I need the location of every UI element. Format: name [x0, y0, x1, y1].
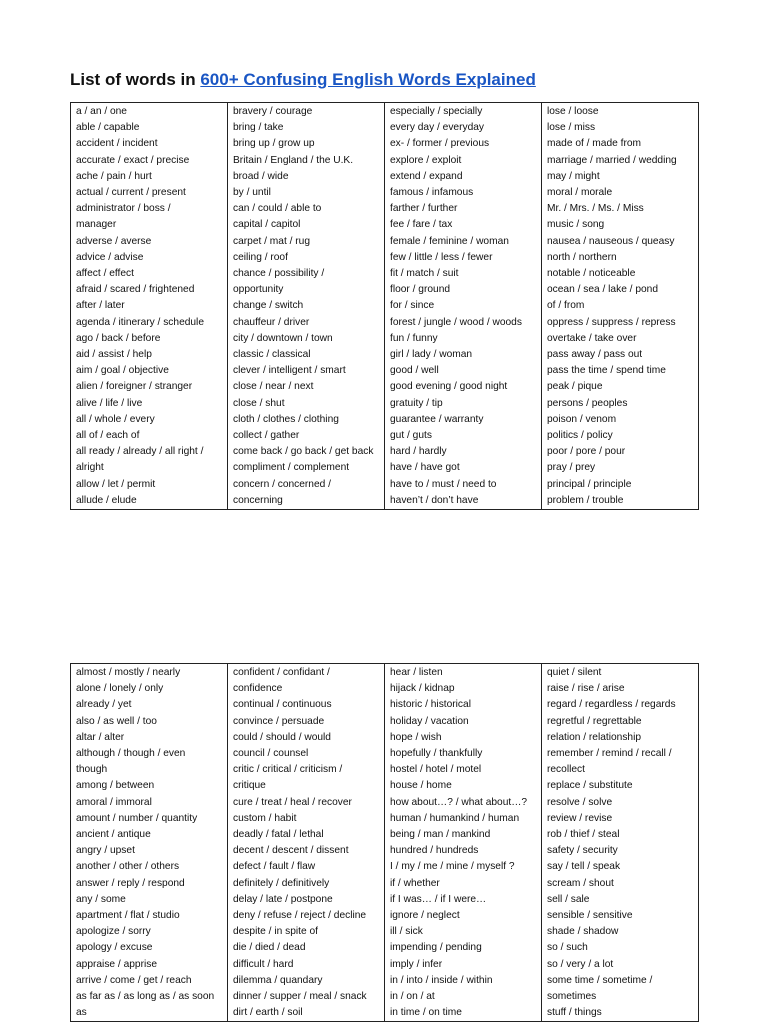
table-cell: continual / continuous — [233, 699, 332, 711]
table-cell: die / died / dead — [233, 942, 306, 954]
table-cell: human / humankind / human — [390, 812, 520, 824]
table-cell: cloth / clothes / clothing — [233, 413, 339, 425]
table-cell: ex- / former / previous — [390, 138, 490, 150]
table-cell: so / very / a lot — [547, 958, 614, 970]
table-cell: have to / must / need to — [390, 478, 497, 490]
table-cell: girl / lady / woman — [390, 349, 473, 361]
table-cell: gratuity / tip — [390, 397, 443, 409]
table-cell: though — [76, 764, 108, 776]
table-cell: convince / persuade — [233, 715, 325, 727]
table-column — [385, 664, 542, 1021]
table-cell: lose / loose — [547, 106, 599, 117]
table-cell: principal / principle — [547, 478, 632, 490]
table-cell: alone / lonely / only — [76, 683, 164, 695]
table-cell: accurate / exact / precise — [76, 154, 190, 166]
table-cell: decent / descent / dissent — [233, 845, 349, 857]
table-cell: fun / funny — [390, 332, 438, 344]
table-cell: advice / advise — [76, 251, 144, 263]
table-cell: persons / peoples — [547, 397, 628, 409]
table-cell: Britain / England / the U.K. — [233, 154, 354, 166]
title-prefix: List of words in — [70, 70, 201, 89]
table-cell: Mr. / Mrs. / Ms. / Miss — [547, 203, 644, 215]
table-cell: although / though / even — [76, 748, 186, 760]
table-cell: sometimes — [547, 991, 597, 1003]
table-cell: city / downtown / town — [233, 332, 333, 344]
table-cell: custom / habit — [233, 812, 297, 824]
table-cell: notable / noticeable — [547, 268, 636, 280]
table-column — [71, 103, 228, 509]
table-cell: despite / in spite of — [233, 926, 318, 938]
table-cell: can / could / able to — [233, 203, 322, 215]
table-cell: scream / shout — [547, 877, 614, 889]
table-cell: good / well — [390, 365, 439, 377]
table-cell: definitely / definitively — [233, 877, 330, 889]
table-cell: difficult / hard — [233, 958, 294, 970]
table-cell: have / have got — [390, 462, 460, 474]
table-cell: ago / back / before — [76, 332, 161, 344]
table-cell: replace / substitute — [547, 780, 633, 792]
table-cell: rob / thief / steal — [547, 829, 620, 841]
table-cell: famous / infamous — [390, 187, 474, 199]
table-cell: poison / venom — [547, 413, 617, 425]
table-cell: alright — [76, 462, 104, 474]
table-cell: floor / ground — [390, 284, 451, 296]
table-cell: hostel / hotel / motel — [390, 764, 482, 776]
table-cell: peak / pique — [547, 381, 603, 393]
table-cell: historic / historical — [390, 699, 471, 711]
table-cell: could / should / would — [233, 731, 331, 743]
table-cell: confident / confidant / — [233, 667, 330, 678]
table-cell: apartment / flat / studio — [76, 910, 180, 922]
table-cell: deadly / fatal / lethal — [233, 829, 324, 841]
table-cell: alive / life / live — [76, 397, 143, 409]
table-cell: problem / trouble — [547, 494, 624, 506]
table-cell: accident / incident — [76, 138, 158, 150]
table-cell: may / might — [547, 170, 600, 182]
table-cell: explore / exploit — [390, 154, 462, 166]
table-cell: remember / remind / recall / — [547, 748, 672, 760]
table-cell: a / an / one — [76, 106, 127, 117]
table-column — [542, 664, 700, 1021]
table-cell: angry / upset — [76, 845, 135, 857]
table-cell: afraid / scared / frightened — [76, 284, 195, 296]
table-cell: allow / let / permit — [76, 478, 156, 490]
table-cell: compliment / complement — [233, 462, 350, 474]
table-cell: answer / reply / respond — [76, 877, 185, 889]
table-cell: altar / alter — [76, 731, 125, 743]
table-cell: cure / treat / heal / recover — [233, 796, 352, 808]
table-cell: few / little / less / fewer — [390, 251, 493, 263]
table-cell: I / my / me / mine / myself ? — [390, 861, 515, 873]
table-column — [71, 664, 228, 1021]
table-cell: in time / on time — [390, 1007, 462, 1019]
table-cell: appraise / apprise — [76, 958, 157, 970]
table-cell: pray / prey — [547, 462, 596, 474]
table-cell: being / man / mankind — [390, 829, 491, 841]
table-cell: among / between — [76, 780, 155, 792]
table-cell: actual / current / present — [76, 187, 186, 199]
table-cell: delay / late / postpone — [233, 893, 333, 905]
table-cell: holiday / vacation — [390, 715, 469, 727]
table-cell: sensible / sensitive — [547, 910, 633, 922]
table-cell: affect / effect — [76, 268, 134, 280]
table-cell: female / feminine / woman — [390, 235, 509, 247]
table-cell: moral / morale — [547, 187, 613, 199]
table-cell: change / switch — [233, 300, 304, 312]
table-cell: administrator / boss / — [76, 203, 171, 215]
table-cell: close / shut — [233, 397, 285, 409]
table-cell: pass the time / spend time — [547, 365, 666, 377]
table-cell: extend / expand — [390, 170, 463, 182]
table-cell: review / revise — [547, 812, 613, 824]
table-cell: good evening / good night — [390, 381, 508, 393]
table-column — [228, 103, 385, 509]
table-cell: farther / further — [390, 203, 458, 215]
table-cell: north / northern — [547, 251, 617, 263]
table-cell: bravery / courage — [233, 106, 313, 117]
table-cell: ignore / neglect — [390, 910, 460, 922]
table-cell: politics / policy — [547, 430, 613, 442]
table-cell: every day / everyday — [390, 122, 484, 134]
table-cell: able / capable — [76, 122, 140, 134]
table-cell: dilemma / quandary — [233, 974, 323, 986]
table-cell: aid / assist / help — [76, 349, 152, 361]
table-cell: already / yet — [76, 699, 132, 711]
table-cell: ancient / antique — [76, 829, 151, 841]
table-cell: made of / made from — [547, 138, 641, 150]
table-cell: concerning — [233, 494, 283, 506]
table-cell: come back / go back / get back — [233, 446, 374, 458]
word-table-2 — [70, 663, 699, 1022]
table-column — [385, 103, 542, 509]
title-link[interactable]: 600+ Confusing English Words Explained — [200, 70, 536, 89]
table-cell: bring / take — [233, 122, 284, 134]
word-table-1 — [70, 102, 699, 510]
table-cell: how about…? / what about…? — [390, 796, 528, 808]
table-cell: hundred / hundreds — [390, 845, 479, 857]
table-cell: council / counsel — [233, 748, 309, 760]
table-cell: chauffeur / driver — [233, 316, 310, 328]
table-cell: confidence — [233, 683, 283, 695]
table-column — [228, 664, 385, 1021]
table-cell: by / until — [233, 187, 271, 199]
table-cell: all ready / already / all right / — [76, 446, 204, 458]
table-cell: amount / number / quantity — [76, 812, 198, 824]
table-cell: ache / pain / hurt — [76, 170, 152, 182]
table-cell: raise / rise / arise — [547, 683, 625, 695]
table-cell: deny / refuse / reject / decline — [233, 910, 367, 922]
table-cell: forest / jungle / wood / woods — [390, 316, 522, 328]
table-cell: hear / listen — [390, 667, 443, 678]
table-cell: agenda / itinerary / schedule — [76, 316, 204, 328]
table-cell: dinner / supper / meal / snack — [233, 991, 367, 1003]
table-cell: some time / sometime / — [547, 974, 653, 986]
table-cell: haven’t / don’t have — [390, 494, 479, 506]
table-cell: impending / pending — [390, 942, 482, 954]
table-cell: amoral / immoral — [76, 796, 152, 808]
table-cell: manager — [76, 219, 117, 231]
table-cell: alien / foreigner / stranger — [76, 381, 193, 393]
table-cell: after / later — [76, 300, 125, 312]
table-cell: fee / fare / tax — [390, 219, 453, 231]
table-cell: quiet / silent — [547, 667, 602, 678]
table-cell: of / from — [547, 300, 585, 312]
page-title — [70, 70, 536, 90]
table-cell: collect / gather — [233, 430, 300, 442]
table-column — [542, 103, 700, 509]
table-cell: classic / classical — [233, 349, 311, 361]
table-cell: in / on / at — [390, 991, 435, 1003]
table-cell: also / as well / too — [76, 715, 157, 727]
table-cell: apologize / sorry — [76, 926, 151, 938]
table-cell: clever / intelligent / smart — [233, 365, 346, 377]
table-cell: nausea / nauseous / queasy — [547, 235, 675, 247]
table-cell: house / home — [390, 780, 452, 792]
table-cell: hope / wish — [390, 731, 442, 743]
table-cell: opportunity — [233, 284, 284, 296]
table-cell: broad / wide — [233, 170, 289, 182]
table-cell: if / whether — [390, 877, 440, 889]
table-cell: overtake / take over — [547, 332, 637, 344]
table-cell: as — [76, 1007, 87, 1019]
table-cell: regard / regardless / regards — [547, 699, 676, 711]
table-cell: in / into / inside / within — [390, 974, 493, 986]
table-cell: pass away / pass out — [547, 349, 643, 361]
table-cell: critic / critical / criticism / — [233, 764, 343, 776]
table-cell: relation / relationship — [547, 731, 642, 743]
table-cell: aim / goal / objective — [76, 365, 169, 377]
table-cell: any / some — [76, 893, 126, 905]
table-cell: oppress / suppress / repress — [547, 316, 676, 328]
table-cell: bring up / grow up — [233, 138, 315, 150]
table-cell: for / since — [390, 300, 435, 312]
table-cell: apology / excuse — [76, 942, 153, 954]
table-cell: lose / miss — [547, 122, 596, 134]
table-cell: arrive / come / get / reach — [76, 974, 192, 986]
table-cell: say / tell / speak — [547, 861, 621, 873]
table-cell: carpet / mat / rug — [233, 235, 311, 247]
table-cell: guarantee / warranty — [390, 413, 484, 425]
table-cell: gut / guts — [390, 430, 432, 442]
table-cell: capital / capitol — [233, 219, 301, 231]
table-cell: music / song — [547, 219, 605, 231]
table-cell: chance / possibility / — [233, 268, 325, 280]
table-cell: allude / elude — [76, 494, 137, 506]
table-cell: recollect — [547, 764, 585, 776]
table-cell: ill / sick — [390, 926, 423, 938]
table-cell: fit / match / suit — [390, 268, 459, 280]
table-cell: regretful / regrettable — [547, 715, 642, 727]
table-cell: resolve / solve — [547, 796, 613, 808]
table-cell: if I was… / if I were… — [390, 893, 487, 905]
table-cell: as far as / as long as / as soon — [76, 991, 215, 1003]
table-cell: adverse / averse — [76, 235, 152, 247]
table-cell: stuff / things — [547, 1007, 602, 1019]
table-cell: dirt / earth / soil — [233, 1007, 303, 1019]
table-cell: all / whole / every — [76, 413, 155, 425]
table-cell: so / such — [547, 942, 588, 954]
table-cell: defect / fault / flaw — [233, 861, 316, 873]
table-cell: shade / shadow — [547, 926, 619, 938]
table-cell: hopefully / thankfully — [390, 748, 483, 760]
table-cell: especially / specially — [390, 106, 483, 117]
table-cell: all of / each of — [76, 430, 140, 442]
table-cell: another / other / others — [76, 861, 180, 873]
table-cell: imply / infer — [390, 958, 443, 970]
table-cell: almost / mostly / nearly — [76, 667, 181, 678]
table-cell: ceiling / roof — [233, 251, 288, 263]
table-cell: hard / hardly — [390, 446, 447, 458]
table-cell: critique — [233, 780, 266, 792]
table-cell: sell / sale — [547, 893, 590, 905]
table-cell: marriage / married / wedding — [547, 154, 677, 166]
table-cell: close / near / next — [233, 381, 314, 393]
table-cell: concern / concerned / — [233, 478, 331, 490]
table-cell: safety / security — [547, 845, 618, 857]
table-cell: ocean / sea / lake / pond — [547, 284, 659, 296]
table-cell: hijack / kidnap — [390, 683, 455, 695]
table-cell: poor / pore / pour — [547, 446, 626, 458]
